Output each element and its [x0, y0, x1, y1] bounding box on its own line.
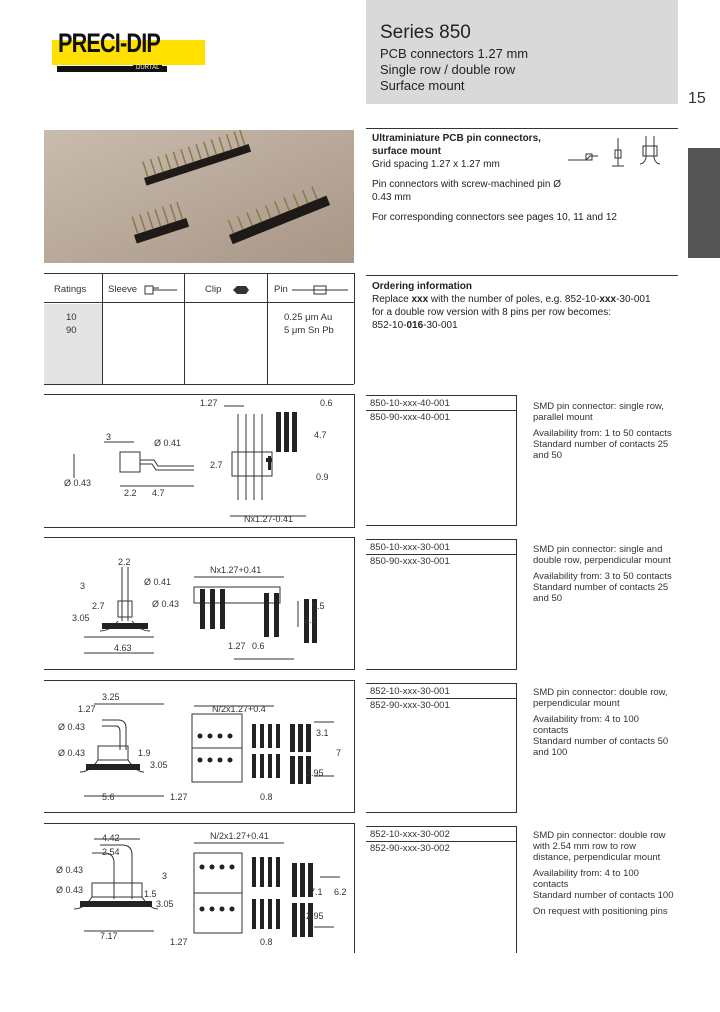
divider — [44, 302, 354, 303]
text-bold: xxx — [411, 294, 429, 305]
dim-label: 2.2 — [124, 488, 137, 498]
intro-heading: Ultraminiature PCB pin connectors, — [372, 133, 541, 144]
connector-photo-illustration — [44, 130, 354, 263]
dim-label: 1.27 — [228, 641, 246, 651]
avail-line: Standard number of contacts 50 — [533, 736, 669, 747]
header-ratings: Ratings — [54, 284, 87, 295]
avail-line: and 50 — [533, 450, 563, 461]
series-line: Surface mount — [380, 78, 465, 93]
ordering-line2: for a double row version with 8 pins per row becomes: — [372, 307, 612, 318]
dim-label: 0.9 — [316, 472, 329, 482]
drawing-852-30-002 — [44, 823, 354, 953]
divider — [366, 826, 516, 827]
desc-line: perpendicular mount — [533, 698, 620, 709]
divider — [354, 394, 355, 528]
dim-label: 7.17 — [100, 931, 118, 941]
pin-symbol: Ø — [553, 179, 561, 190]
divider — [366, 410, 516, 411]
desc-line: SMD pin connector: double row, — [533, 687, 668, 698]
part-number: 852-90-xxx-30-001 — [370, 700, 450, 711]
part-number: 850-90-xxx-40-001 — [370, 412, 450, 423]
dim-label: 2.95 — [306, 768, 324, 778]
dim-label: 5.6 — [102, 792, 115, 802]
pin-finish: 0.25 μm Au — [284, 312, 333, 323]
dim-label: 2.54 — [102, 847, 120, 857]
product-description — [533, 687, 683, 758]
dim-label: 3 — [80, 581, 86, 591]
series-title: Series 850 — [380, 22, 471, 43]
header-sleeve: Sleeve — [108, 284, 138, 295]
divider — [354, 537, 355, 670]
dim-label: 0.6 — [320, 398, 333, 408]
text-bold: 016 — [406, 320, 424, 331]
divider — [354, 823, 355, 953]
dim-label: 3.1 — [304, 615, 317, 625]
dim-label: 3.25 — [102, 692, 120, 702]
divider — [366, 683, 516, 684]
product-description — [533, 830, 683, 917]
dim-label: 0.8 — [260, 792, 273, 802]
avail-line: Availability from: 4 to 100 — [533, 714, 639, 725]
avail-line: and 50 — [533, 593, 563, 604]
divider — [366, 275, 678, 276]
text: Replace — [372, 294, 412, 305]
divider — [516, 539, 517, 670]
text: -30-001 — [423, 320, 458, 331]
series-subtitle — [380, 46, 528, 94]
desc-line: double row, perpendicular mount — [533, 555, 671, 566]
divider — [516, 826, 517, 953]
corresponding-text: For corresponding connectors see pages 10, 11 and 12 — [372, 212, 617, 223]
desc-line: distance, perpendicular mount — [533, 852, 661, 863]
dim-label: 1.27 — [200, 398, 218, 408]
dim-label: 2.7 — [210, 460, 223, 470]
divider — [267, 273, 268, 384]
dim-label: 2.2 — [118, 557, 131, 567]
dim-label: 7 — [336, 748, 342, 758]
divider — [44, 384, 354, 385]
part-number: 852-10-xxx-30-001 — [370, 686, 450, 697]
text: -30-001 — [616, 294, 651, 305]
dim-label: Ø 0.41 — [154, 438, 182, 448]
dim-label: 3.05 — [72, 613, 90, 623]
pin-finish: 5 μm Sn Pb — [284, 325, 334, 336]
avail-line: Standard number of contacts 25 — [533, 582, 669, 593]
avail-line: Standard number of contacts 25 — [533, 439, 669, 450]
desc-line: SMD pin connector: single row, — [533, 401, 664, 412]
text: with the number of poles, e.g. 852-10- — [428, 294, 600, 305]
divider — [184, 273, 185, 384]
avail-line: Availability from: 3 to 50 contacts — [533, 571, 672, 582]
clip-icon — [232, 285, 250, 295]
divider — [44, 273, 354, 274]
dim-label: 1.27 — [170, 937, 188, 947]
grid-spacing-icons — [568, 134, 668, 170]
dim-label: 5.5 — [312, 601, 325, 611]
product-description — [533, 401, 683, 461]
dim-label: Ø 0.43 — [56, 865, 84, 875]
divider — [354, 680, 355, 813]
intro-heading: surface mount — [372, 146, 441, 157]
dim-label: Ø 0.43 — [58, 748, 86, 758]
drawing-852-30-001 — [44, 680, 354, 813]
part-number: 850-10-xxx-40-001 — [370, 398, 450, 409]
desc-line: SMD pin connector: single and — [533, 544, 663, 555]
header-clip: Clip — [205, 284, 222, 295]
part-number: 850-10-xxx-30-001 — [370, 542, 450, 553]
divider — [366, 841, 516, 842]
divider — [366, 539, 516, 540]
dim-label: Ø 0.43 — [58, 722, 86, 732]
divider — [366, 554, 516, 555]
divider — [354, 273, 355, 384]
dim-label: 2.7 — [92, 601, 105, 611]
series-line: Single row / double row — [380, 62, 516, 77]
header-pin: Pin — [274, 284, 288, 295]
side-tab — [688, 148, 720, 258]
dim-label: 3.05 — [156, 899, 174, 909]
avail-line: Availability from: 1 to 50 contacts — [533, 428, 672, 439]
divider — [366, 525, 516, 526]
ordering-line1 — [372, 293, 678, 306]
dim-label: 0.8 — [260, 937, 273, 947]
divider — [102, 273, 103, 384]
drawing-850-30 — [44, 537, 354, 670]
avail-line: contacts — [533, 725, 569, 736]
product-description — [533, 544, 683, 604]
avail-line: and 100 — [533, 747, 568, 758]
desc-line: with 2.54 mm row to row — [533, 841, 636, 852]
note-line: On request with positioning pins — [533, 906, 668, 917]
divider — [516, 683, 517, 813]
dim-label: 2.95 — [306, 911, 324, 921]
dim-label: 3.05 — [150, 760, 168, 770]
dim-label: 4.42 — [102, 833, 120, 843]
intro-text — [372, 132, 617, 224]
dim-label: 4.7 — [314, 430, 327, 440]
dim-label: 1.9 — [138, 748, 151, 758]
text-bold: xxx — [599, 294, 617, 305]
sleeve-icon — [143, 284, 179, 296]
dim-label: Ø 0.41 — [144, 577, 172, 587]
rating-value: 10 — [66, 312, 77, 323]
dim-label: 4.63 — [114, 643, 132, 653]
product-photo — [44, 130, 354, 263]
part-number: 852-10-xxx-30-002 — [370, 829, 450, 840]
dim-label: 6.2 — [334, 887, 347, 897]
avail-line: contacts — [533, 879, 569, 890]
dim-label: 0.6 — [252, 641, 265, 651]
dim-label: 1.5 — [144, 889, 157, 899]
text: 852-10- — [372, 320, 407, 331]
desc-line: SMD pin connector: double row — [533, 830, 666, 841]
dim-label: Ø 0.43 — [56, 885, 84, 895]
dim-label: 3.1 — [316, 728, 329, 738]
ordering-title: Ordering information — [372, 281, 472, 292]
dim-label: 1.27 — [78, 704, 96, 714]
logo-subtitle: DURTAL — [133, 65, 162, 71]
page-number: 15 — [688, 90, 706, 107]
avail-line: Standard number of contacts 100 — [533, 890, 674, 901]
ordering-example — [372, 319, 678, 332]
pin-icon — [292, 284, 350, 296]
avail-line: Availability from: 4 to 100 — [533, 868, 639, 879]
drawing-850-40 — [44, 394, 354, 528]
ordering-info — [372, 280, 678, 332]
pin-text: Pin connectors with screw-machined pin — [372, 179, 551, 190]
divider — [366, 669, 516, 670]
pin-size: 0.43 mm — [372, 192, 411, 203]
brand-logo: PRECI-DIP — [58, 28, 161, 58]
divider — [516, 395, 517, 526]
series-line: PCB connectors 1.27 mm — [380, 46, 529, 61]
dim-label: N/2x1.27+0.4 — [212, 704, 266, 714]
grid-spacing: Grid spacing 1.27 x 1.27 mm — [372, 159, 500, 170]
divider — [366, 395, 516, 396]
divider — [366, 128, 678, 129]
divider — [366, 812, 516, 813]
divider — [366, 698, 516, 699]
dim-label: Ø 0.43 — [64, 478, 92, 488]
dim-label: 3 — [162, 871, 168, 881]
dim-label: 7.1 — [310, 887, 323, 897]
part-number: 852-90-xxx-30-002 — [370, 843, 450, 854]
dim-label: Nx1.27-0.41 — [244, 514, 294, 524]
dim-label: 4.7 — [152, 488, 165, 498]
dim-label: 1.27 — [170, 792, 188, 802]
part-number: 850-90-xxx-30-001 — [370, 556, 450, 567]
rating-value: 90 — [66, 325, 77, 336]
dim-label: Ø 0.43 — [152, 599, 180, 609]
dim-label: 3 — [106, 432, 112, 442]
dim-label: Nx1.27+0.41 — [210, 565, 262, 575]
desc-line: parallel mount — [533, 412, 593, 423]
dim-label: N/2x1.27+0.41 — [210, 831, 269, 841]
